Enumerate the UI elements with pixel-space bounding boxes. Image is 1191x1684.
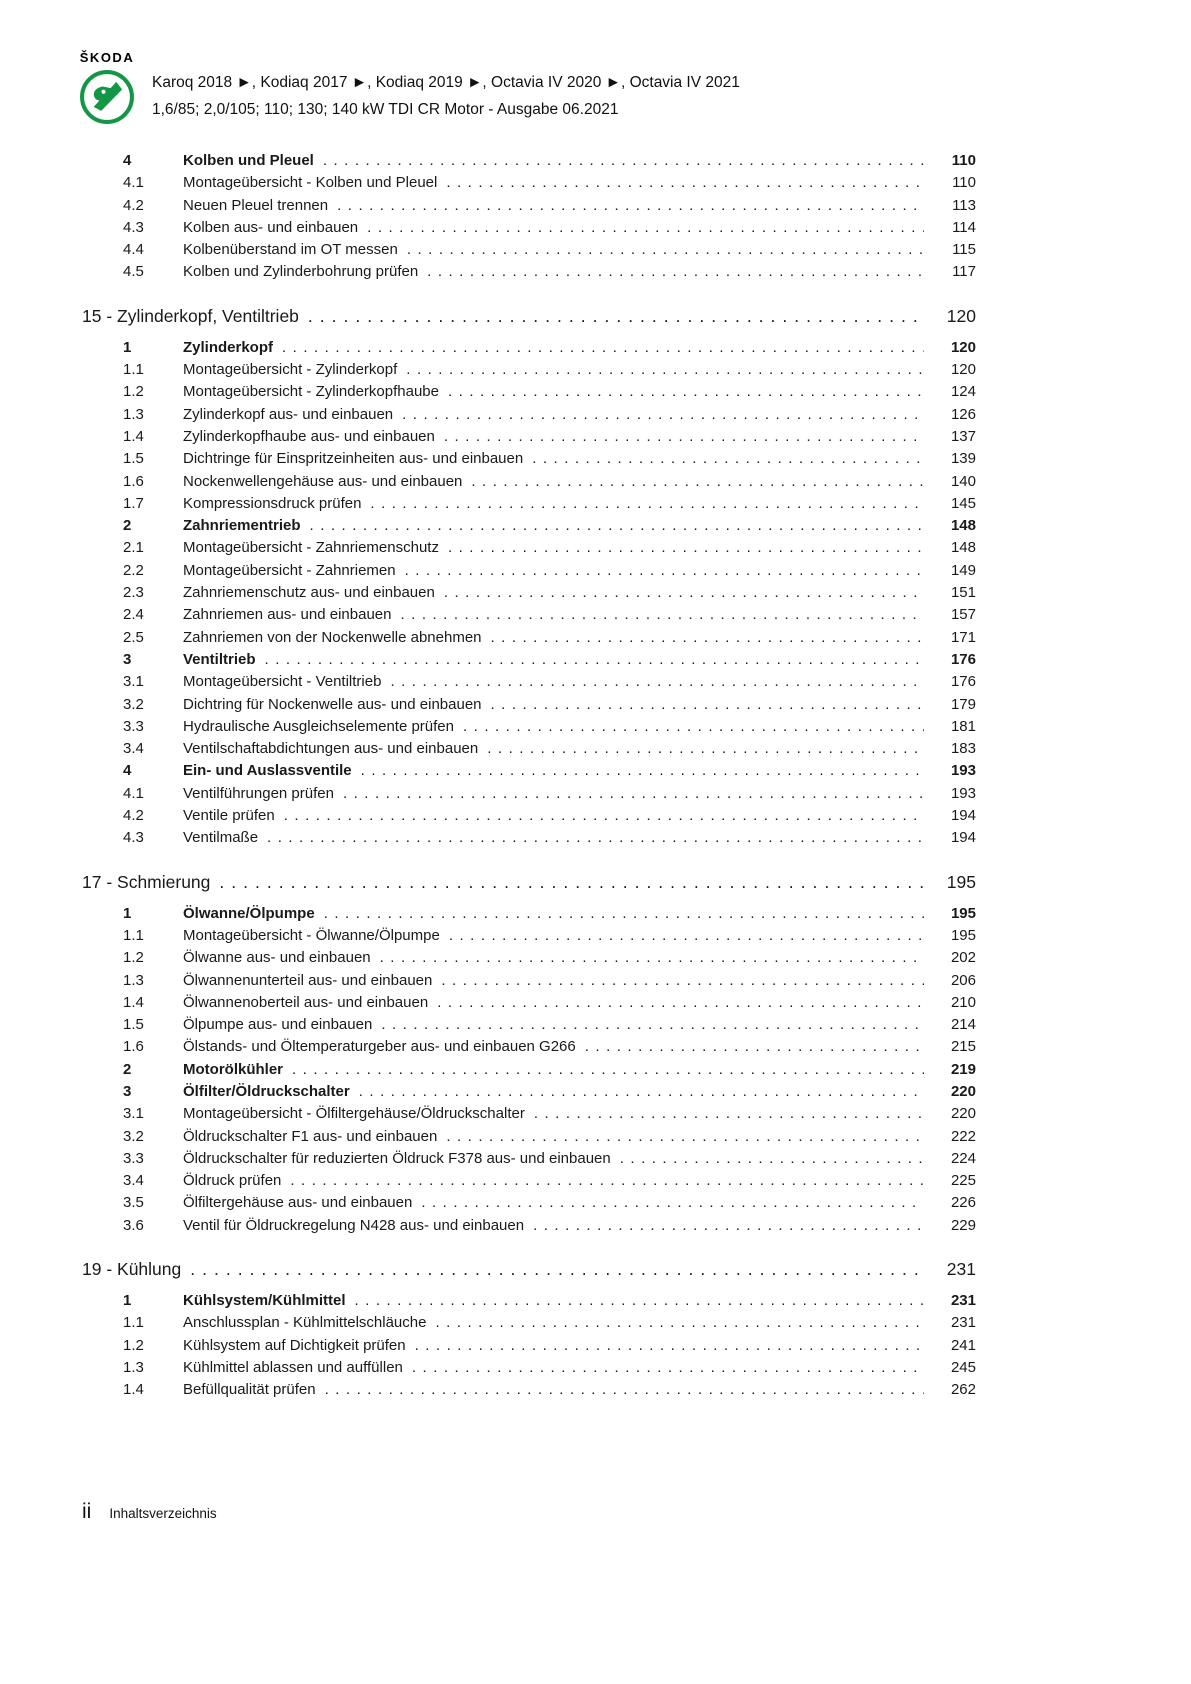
- toc-page-number: 145: [950, 494, 976, 512]
- toc-page-number: 222: [950, 1127, 976, 1145]
- toc-row: [82, 1335, 976, 1357]
- toc-page-number: 117: [952, 263, 976, 281]
- toc-entry-title: Öldruckschalter F1 aus- und einbauen: [183, 1127, 438, 1145]
- page-footer: [82, 1500, 217, 1524]
- toc-page-number: 137: [950, 427, 976, 445]
- dot-leader: [407, 239, 924, 261]
- toc-row: [82, 992, 976, 1014]
- toc-page-number: 148: [950, 517, 976, 535]
- page-header: [74, 50, 740, 126]
- toc-row: [82, 970, 976, 992]
- toc-entry-title: Ventilführungen prüfen: [183, 784, 334, 802]
- dot-leader: [585, 1036, 924, 1058]
- dot-leader: [290, 1170, 924, 1192]
- toc-page-number: 241: [950, 1336, 976, 1354]
- dot-leader: [412, 1357, 924, 1379]
- toc-page-number: 195: [950, 926, 976, 944]
- toc-entry-number: 1: [123, 904, 132, 922]
- toc-entry-title: Montageübersicht - Ventiltrieb: [183, 673, 382, 691]
- toc-row: [82, 1357, 976, 1379]
- toc-row: [82, 760, 976, 782]
- toc-page-number: 149: [950, 561, 976, 579]
- toc-page-number: 148: [950, 539, 976, 557]
- toc-page-number: 157: [950, 606, 976, 624]
- toc-row: [82, 649, 976, 671]
- toc-row: [82, 337, 976, 359]
- dot-leader: [219, 869, 924, 896]
- toc-row: [82, 783, 976, 805]
- toc-entry-number: 4.5: [123, 263, 144, 281]
- toc-page-number: 113: [952, 196, 976, 214]
- dot-leader: [367, 217, 924, 239]
- dot-leader: [325, 1379, 924, 1401]
- toc-entry-title: Ventilmaße: [183, 829, 259, 847]
- toc-entry-title: Ölstands- und Öltemperaturgeber aus- und einbauen G266: [183, 1038, 576, 1056]
- toc-entry-number: 2.1: [123, 539, 144, 557]
- toc-row: [82, 560, 976, 582]
- toc-entry-number: 1.5: [123, 1016, 144, 1034]
- toc-entry-title: Kühlsystem/Kühlmittel: [183, 1292, 346, 1310]
- dot-leader: [402, 404, 924, 426]
- toc-entry-title: Neuen Pleuel trennen: [183, 196, 329, 214]
- toc-entry-number: 3.6: [123, 1216, 144, 1234]
- header-title-block: [152, 70, 740, 123]
- skoda-wing-icon: [78, 68, 136, 126]
- toc-entry-title: Befüllqualität prüfen: [183, 1381, 316, 1399]
- toc-page-number: 220: [950, 1105, 976, 1123]
- toc-entry-number: 2: [123, 517, 132, 535]
- dot-leader: [446, 172, 924, 194]
- toc-entry-number: 4.1: [123, 174, 144, 192]
- toc-entry-number: 3.4: [123, 1172, 144, 1190]
- toc-entry-number: 2.5: [123, 628, 144, 646]
- dot-leader: [324, 903, 924, 925]
- toc-entry-title: 17 - Schmierung: [82, 871, 211, 892]
- toc-page-number: 194: [950, 829, 976, 847]
- header-models-line: Karoq 2018 ►, Kodiaq 2017 ►, Kodiaq 2019 ►, Octavia IV 2020 ►, Octavia IV 2021: [152, 74, 740, 91]
- toc-page-number: 120: [946, 305, 976, 326]
- toc-entry-title: Ölpumpe aus- und einbauen: [183, 1016, 373, 1034]
- toc-row: [82, 471, 976, 493]
- toc-row: [82, 1148, 976, 1170]
- toc-chapter-row: [82, 303, 976, 330]
- toc-row: [82, 1126, 976, 1148]
- toc-page-number: 224: [950, 1149, 976, 1167]
- toc-row: [82, 1215, 976, 1237]
- dot-leader: [380, 947, 924, 969]
- dot-leader: [463, 716, 924, 738]
- toc-page-number: 229: [950, 1216, 976, 1234]
- toc-entry-number: 3.1: [123, 673, 144, 691]
- dot-leader: [427, 261, 924, 283]
- toc-entry-title: Öldruck prüfen: [183, 1172, 282, 1190]
- toc-entry-title: Ölwanne aus- und einbauen: [183, 949, 371, 967]
- toc-entry-number: 4.4: [123, 241, 144, 259]
- toc-row: [82, 1081, 976, 1103]
- toc-row: [82, 537, 976, 559]
- toc-row: [82, 1014, 976, 1036]
- toc-entry-number: 1.4: [123, 427, 144, 445]
- toc-page-number: 126: [950, 405, 976, 423]
- toc-entry-number: 1.2: [123, 1336, 144, 1354]
- toc-entry-number: 4.3: [123, 218, 144, 236]
- dot-leader: [444, 426, 924, 448]
- toc-row: [82, 404, 976, 426]
- toc-entry-title: Zahnriementrieb: [183, 517, 301, 535]
- toc-entry-title: Zylinderkopfhaube aus- und einbauen: [183, 427, 435, 445]
- dot-leader: [267, 827, 924, 849]
- toc-row: [82, 448, 976, 470]
- dot-leader: [441, 970, 924, 992]
- toc-entry-number: 1: [123, 1292, 132, 1310]
- toc-entry-title: Montageübersicht - Kolben und Pleuel: [183, 174, 438, 192]
- dot-leader: [491, 694, 924, 716]
- toc-entry-number: 1.5: [123, 450, 144, 468]
- toc-chapter-row: [82, 869, 976, 896]
- toc-row: [82, 738, 976, 760]
- toc-page-number: 226: [950, 1194, 976, 1212]
- toc-entry-number: 3.2: [123, 695, 144, 713]
- toc-page-number: 140: [950, 472, 976, 490]
- dot-leader: [265, 649, 924, 671]
- toc-entry-title: Montageübersicht - Zylinderkopfhaube: [183, 383, 439, 401]
- toc-entry-title: Ventil für Öldruckregelung N428 aus- und einbauen: [183, 1216, 525, 1234]
- toc-page-number: 110: [951, 152, 976, 169]
- toc-page-number: 171: [950, 628, 976, 646]
- toc-page-number: 219: [950, 1060, 976, 1078]
- toc-page-number: 245: [950, 1358, 976, 1376]
- toc-row: [82, 805, 976, 827]
- toc-entry-title: Montageübersicht - Zahnriemenschutz: [183, 539, 439, 557]
- toc-page-number: 231: [946, 1259, 976, 1280]
- dot-leader: [190, 1256, 924, 1283]
- toc-entry-title: Montageübersicht - Ölwanne/Ölpumpe: [183, 926, 440, 944]
- toc-row: [82, 582, 976, 604]
- toc-entry-number: 3.4: [123, 740, 144, 758]
- toc-page-number: 124: [950, 383, 976, 401]
- toc-page-number: 202: [950, 949, 976, 967]
- toc-row: [82, 1170, 976, 1192]
- toc-entry-number: 2.4: [123, 606, 144, 624]
- toc-page-number: 225: [950, 1172, 976, 1190]
- toc-entry-number: 1.4: [123, 1381, 144, 1399]
- dot-leader: [435, 1312, 924, 1334]
- toc-entry-number: 1.1: [123, 926, 144, 944]
- toc-page-number: 195: [950, 904, 976, 922]
- footer-page-number: ii: [82, 1500, 92, 1523]
- toc-row: [82, 195, 976, 217]
- dot-leader: [415, 1335, 924, 1357]
- toc-row: [82, 947, 976, 969]
- toc-entry-number: 2: [123, 1060, 132, 1078]
- dot-leader: [534, 1103, 924, 1125]
- toc-entry-number: 1.6: [123, 1038, 144, 1056]
- toc-entry-number: 3.2: [123, 1127, 144, 1145]
- toc-row: [82, 239, 976, 261]
- toc-entry-number: 3.1: [123, 1105, 144, 1123]
- toc-entry-title: Ölwannenunterteil aus- und einbauen: [183, 971, 433, 989]
- toc-row: [82, 604, 976, 626]
- toc-page-number: 193: [950, 762, 976, 780]
- toc-entry-number: 1.3: [123, 971, 144, 989]
- toc-entry-title: Kolbenüberstand im OT messen: [183, 241, 398, 259]
- toc-entry-title: Ölfilter/Öldruckschalter: [183, 1082, 350, 1100]
- toc-entry-title: Montageübersicht - Zahnriemen: [183, 561, 396, 579]
- toc-row: [82, 359, 976, 381]
- toc-page-number: 193: [950, 784, 976, 802]
- dot-leader: [282, 337, 924, 359]
- toc-entry-title: Hydraulische Ausgleichselemente prüfen: [183, 717, 454, 735]
- toc-row: [82, 903, 976, 925]
- toc-entry-title: Kühlmittel ablassen und auffüllen: [183, 1358, 403, 1376]
- toc-entry-title: Ventiltrieb: [183, 650, 256, 668]
- toc-entry-number: 1.3: [123, 405, 144, 423]
- toc-entry-title: Zahnriemen aus- und einbauen: [183, 606, 392, 624]
- toc-entry-title: Ventilschaftabdichtungen aus- und einbauen: [183, 740, 479, 758]
- toc-page-number: 231: [950, 1292, 976, 1310]
- toc-row: [82, 493, 976, 515]
- toc-page-number: 139: [950, 450, 976, 468]
- toc-row: [82, 694, 976, 716]
- toc-page-number: 179: [950, 695, 976, 713]
- dot-leader: [448, 381, 924, 403]
- toc-row: [82, 925, 976, 947]
- toc-page-number: 114: [952, 218, 976, 236]
- dot-leader: [487, 738, 924, 760]
- brand-wordmark: ŠKODA: [79, 50, 135, 65]
- toc-row: [82, 627, 976, 649]
- toc-entry-number: 3.3: [123, 717, 144, 735]
- dot-leader: [370, 493, 924, 515]
- toc-entry-title: Kolben und Zylinderbohrung prüfen: [183, 263, 419, 281]
- toc-entry-title: Zahnriemen von der Nockenwelle abnehmen: [183, 628, 482, 646]
- toc-entry-number: 3: [123, 1082, 132, 1100]
- toc-row: [82, 1312, 976, 1334]
- toc-row: [82, 381, 976, 403]
- dot-leader: [471, 471, 924, 493]
- toc-entry-title: Ein- und Auslassventile: [183, 762, 352, 780]
- toc-entry-number: 4.1: [123, 784, 144, 802]
- dot-leader: [355, 1290, 924, 1312]
- toc-row: [82, 217, 976, 239]
- dot-leader: [337, 195, 924, 217]
- toc-entry-title: Dichtring für Nockenwelle aus- und einbauen: [183, 695, 482, 713]
- dot-leader: [310, 515, 924, 537]
- toc-page-number: 176: [950, 673, 976, 691]
- dot-leader: [405, 560, 924, 582]
- toc-entry-number: 1.4: [123, 993, 144, 1011]
- toc-entry-title: 15 - Zylinderkopf, Ventiltrieb: [82, 305, 299, 326]
- toc-row: [82, 261, 976, 283]
- toc-entry-title: Montageübersicht - Ölfiltergehäuse/Öldruckschalter: [183, 1105, 525, 1123]
- toc-row: [82, 1103, 976, 1125]
- toc-row: [82, 1059, 976, 1081]
- toc-row: [82, 671, 976, 693]
- toc-entry-number: 4.3: [123, 829, 144, 847]
- toc-entry-title: Nockenwellengehäuse aus- und einbauen: [183, 472, 463, 490]
- dot-leader: [323, 150, 924, 172]
- dot-leader: [381, 1014, 924, 1036]
- dot-leader: [446, 1126, 924, 1148]
- toc-chapter-row: [82, 1256, 976, 1283]
- toc-entry-number: 1.3: [123, 1358, 144, 1376]
- skoda-logo: [74, 50, 140, 126]
- toc-row: [82, 426, 976, 448]
- toc-entry-title: Kompressionsdruck prüfen: [183, 494, 362, 512]
- toc-row: [82, 1192, 976, 1214]
- dot-leader: [620, 1148, 924, 1170]
- toc-entry-number: 1: [123, 338, 132, 356]
- toc-page-number: 220: [950, 1082, 976, 1100]
- dot-leader: [359, 1081, 924, 1103]
- toc-page-number: 194: [950, 807, 976, 825]
- toc-entry-number: 4: [123, 762, 132, 780]
- toc-entry-title: Ölfiltergehäuse aus- und einbauen: [183, 1194, 413, 1212]
- footer-section-label: Inhaltsverzeichnis: [109, 1506, 217, 1521]
- toc-page-number: 210: [950, 993, 976, 1011]
- toc-page-number: 183: [950, 740, 976, 758]
- toc-entry-number: 1.1: [123, 361, 144, 379]
- toc-entry-title: Zylinderkopf aus- und einbauen: [183, 405, 394, 423]
- toc-entry-title: Öldruckschalter für reduzierten Öldruck F378 aus- und einbauen: [183, 1149, 611, 1167]
- toc-page-number: 215: [950, 1038, 976, 1056]
- dot-leader: [437, 992, 924, 1014]
- dot-leader: [449, 925, 924, 947]
- toc-entry-number: 2.2: [123, 561, 144, 579]
- toc-row: [82, 150, 976, 172]
- toc-entry-number: 1.1: [123, 1314, 144, 1332]
- toc-entry-number: 4.2: [123, 196, 144, 214]
- dot-leader: [292, 1059, 924, 1081]
- toc-entry-title: Anschlussplan - Kühlmittelschläuche: [183, 1314, 427, 1332]
- dot-leader: [406, 359, 924, 381]
- toc-page-number: 151: [950, 584, 976, 602]
- dot-leader: [444, 582, 924, 604]
- toc-entry-number: 2.3: [123, 584, 144, 602]
- toc-page-number: 176: [950, 650, 976, 668]
- toc-entry-number: 3.3: [123, 1149, 144, 1167]
- toc-entry-number: 4.2: [123, 807, 144, 825]
- dot-leader: [308, 303, 924, 330]
- toc-entry-number: 3: [123, 650, 132, 668]
- toc-row: [82, 172, 976, 194]
- toc-entry-title: Ölwannenoberteil aus- und einbauen: [183, 993, 429, 1011]
- toc-entry-number: 1.7: [123, 494, 144, 512]
- dot-leader: [448, 537, 924, 559]
- dot-leader: [400, 604, 924, 626]
- toc-row: [82, 1290, 976, 1312]
- toc-page-number: 115: [952, 241, 976, 259]
- toc-entry-title: Ventile prüfen: [183, 807, 275, 825]
- toc-page-number: 110: [952, 174, 976, 192]
- toc-page-number: 214: [950, 1016, 976, 1034]
- toc-page-number: 262: [950, 1381, 976, 1399]
- toc-entry-title: 19 - Kühlung: [82, 1259, 182, 1280]
- dot-leader: [533, 1215, 924, 1237]
- toc-entry-number: 3.5: [123, 1194, 144, 1212]
- toc-entry-title: Motorölkühler: [183, 1060, 283, 1078]
- toc-entry-title: Ölwanne/Ölpumpe: [183, 904, 315, 922]
- toc-entry-number: 4: [123, 152, 132, 169]
- toc-entry-title: Zahnriemenschutz aus- und einbauen: [183, 584, 435, 602]
- toc-entry-number: 1.6: [123, 472, 144, 490]
- header-engine-line: 1,6/85; 2,0/105; 110; 130; 140 kW TDI CR Motor - Ausgabe 06.2021: [152, 100, 619, 118]
- toc-row: [82, 827, 976, 849]
- toc-row: [82, 1036, 976, 1058]
- toc-entry-title: Zylinderkopf: [183, 338, 274, 356]
- dot-leader: [361, 760, 924, 782]
- toc-page-number: 231: [950, 1314, 976, 1332]
- toc-page-number: 181: [950, 717, 976, 735]
- dot-leader: [343, 783, 924, 805]
- dot-leader: [284, 805, 924, 827]
- toc-entry-title: Montageübersicht - Zylinderkopf: [183, 361, 398, 379]
- toc-page-number: 206: [950, 971, 976, 989]
- toc-row: [82, 1379, 976, 1401]
- table-of-contents: [82, 150, 976, 1402]
- toc-page-number: 120: [950, 361, 976, 379]
- toc-row: [82, 515, 976, 537]
- toc-entry-title: Kolben und Pleuel: [183, 152, 314, 169]
- toc-entry-number: 1.2: [123, 383, 144, 401]
- toc-entry-number: 1.2: [123, 949, 144, 967]
- dot-leader: [532, 448, 924, 470]
- toc-page-number: 195: [946, 871, 976, 892]
- dot-leader: [390, 671, 924, 693]
- dot-leader: [421, 1192, 924, 1214]
- toc-entry-title: Kühlsystem auf Dichtigkeit prüfen: [183, 1336, 406, 1354]
- toc-page-number: 120: [950, 338, 976, 356]
- toc-entry-title: Dichtringe für Einspritzeinheiten aus- und einbauen: [183, 450, 524, 468]
- dot-leader: [491, 627, 924, 649]
- toc-entry-title: Kolben aus- und einbauen: [183, 218, 359, 236]
- toc-row: [82, 716, 976, 738]
